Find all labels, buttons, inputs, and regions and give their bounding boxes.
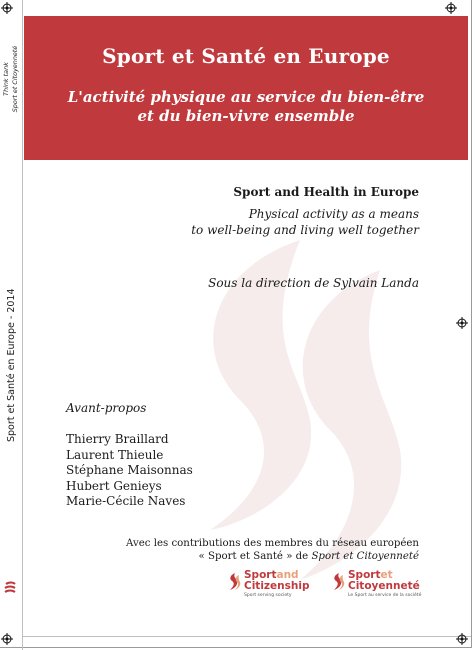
main-title: Sport et Santé en Europe <box>102 44 390 68</box>
think-tank-label <box>2 40 22 118</box>
english-subtitle <box>191 206 419 238</box>
contributions-line2 <box>126 550 419 563</box>
logo-left-word1: Sport <box>244 569 277 581</box>
author-name: Thierry Braillard <box>66 432 169 446</box>
logo-right-word1: Sport <box>348 569 381 581</box>
contributions-line2-prefix: « Sport et Santé » de <box>198 551 312 562</box>
english-title-block <box>191 184 419 238</box>
registration-mark-icon <box>1 2 13 14</box>
author-name: Laurent Thieule <box>66 447 164 462</box>
foreword-label: Avant-propos <box>66 401 147 415</box>
author-name: Stéphane Maisonnas <box>66 463 193 478</box>
registration-mark-icon <box>1 633 13 645</box>
registration-mark-icon <box>456 633 468 645</box>
main-subtitle-line2: et du bien-vivre ensemble <box>137 107 355 125</box>
author-name: Hubert Genieys <box>66 478 162 493</box>
contributions-note <box>126 537 419 563</box>
bottom-divider <box>22 636 471 637</box>
english-subtitle-line2: to well-being and living well together <box>191 223 419 237</box>
sport-citizenship-logo <box>244 569 310 598</box>
logo-right-tagline: Le Sport au service de la société <box>348 593 422 598</box>
logo-left-word1-alt: and <box>276 569 299 581</box>
contributions-line1: Avec les contributions des membres du réseau européen <box>126 538 419 549</box>
sport-citoyennete-logo <box>348 569 422 598</box>
spine-title <box>5 288 19 442</box>
registration-mark-icon <box>456 317 468 329</box>
logo-right-word2: Citoyenneté <box>348 580 420 592</box>
foreword-authors <box>66 432 193 510</box>
logo-right-word1-alt: et <box>380 569 393 581</box>
registration-mark-icon <box>445 2 457 14</box>
spine-title-text: Sport et Santé en Europe - 2014 <box>6 288 17 442</box>
sport-citizenship-logo-icon <box>227 572 241 592</box>
english-subtitle-line1: Physical activity as a means <box>248 207 419 221</box>
sport-citoyennete-logo-icon <box>331 572 345 592</box>
author-name: Marie-Cécile Naves <box>66 494 186 509</box>
spine-logo-icon <box>3 580 17 598</box>
spine-divider <box>22 0 23 650</box>
main-subtitle-line1: L'activité physique au service du bien-être <box>67 88 425 106</box>
editor-credit: Sous la direction de Sylvain Landa <box>208 276 419 290</box>
title-banner <box>24 16 468 160</box>
contributions-line2-italic: Sport et Citoyenneté <box>311 551 419 562</box>
think-tank-line1: Think tank <box>2 62 10 96</box>
logo-left-tagline: Sport serving society <box>244 593 292 598</box>
think-tank-line2: Sport et Citoyenneté <box>11 45 19 113</box>
english-title: Sport and Health in Europe <box>233 185 419 199</box>
logo-left-word2: Citizenship <box>244 580 310 592</box>
